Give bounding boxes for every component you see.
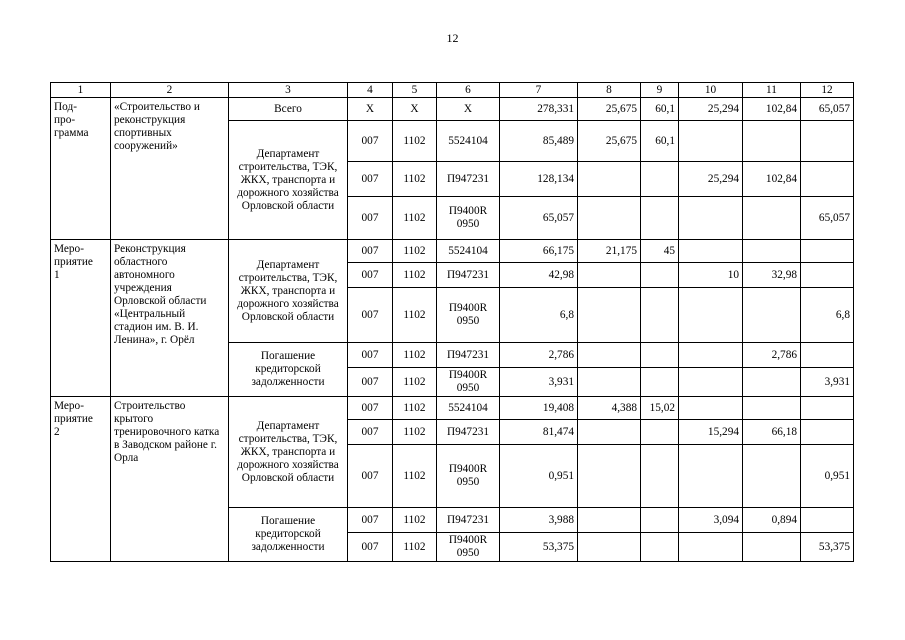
- cell-col8: [578, 162, 641, 197]
- total-cell: 25,294: [679, 98, 743, 121]
- cell-col8: [578, 508, 641, 533]
- cell-col5: 1102: [393, 263, 437, 288]
- column-header: 4: [348, 83, 393, 98]
- cell-col12: 0,951: [801, 445, 854, 508]
- cell-col10: [679, 368, 743, 397]
- cell-col12: 65,057: [801, 197, 854, 240]
- cell-col4: 007: [348, 533, 393, 562]
- cell-col9: [641, 263, 679, 288]
- cell-col12: 6,8: [801, 288, 854, 343]
- cell-col4: 007: [348, 121, 393, 162]
- cell-col6: П947231: [437, 162, 500, 197]
- cell-col6: 5524104: [437, 397, 500, 420]
- column-header: 2: [111, 83, 229, 98]
- column-header: 10: [679, 83, 743, 98]
- department-name: Департамент строительства, ТЭК, ЖКХ, транспорта и дорожного хозяйства Орловской области: [229, 397, 348, 508]
- cell-col6: П9400R 0950: [437, 197, 500, 240]
- cell-col9: [641, 508, 679, 533]
- cell-col6: П9400R 0950: [437, 533, 500, 562]
- cell-col8: [578, 343, 641, 368]
- cell-col11: [743, 368, 801, 397]
- column-header: 9: [641, 83, 679, 98]
- column-header: 6: [437, 83, 500, 98]
- column-header: 11: [743, 83, 801, 98]
- debt-repayment-label: Погашение кредиторской задолженности: [229, 508, 348, 562]
- total-cell: 65,057: [801, 98, 854, 121]
- table-row: [51, 98, 854, 121]
- cell-col6: П9400R 0950: [437, 368, 500, 397]
- cell-col8: [578, 197, 641, 240]
- cell-col12: [801, 420, 854, 445]
- cell-col10: 15,294: [679, 420, 743, 445]
- cell-col11: 2,786: [743, 343, 801, 368]
- cell-col4: 007: [348, 240, 393, 263]
- total-cell: 60,1: [641, 98, 679, 121]
- cell-col4: 007: [348, 263, 393, 288]
- total-cell: 278,331: [500, 98, 578, 121]
- cell-col9: [641, 197, 679, 240]
- column-header: 8: [578, 83, 641, 98]
- cell-col10: [679, 288, 743, 343]
- cell-col4: 007: [348, 162, 393, 197]
- cell-col8: [578, 420, 641, 445]
- cell-col11: 0,894: [743, 508, 801, 533]
- activity-name: Строительство крытого тренировочного катка в Заводском районе г. Орла: [111, 397, 229, 562]
- cell-col7: 53,375: [500, 533, 578, 562]
- cell-col4: 007: [348, 397, 393, 420]
- cell-col5: 1102: [393, 343, 437, 368]
- cell-col11: [743, 397, 801, 420]
- cell-col6: П947231: [437, 263, 500, 288]
- cell-col12: [801, 121, 854, 162]
- cell-col12: 3,931: [801, 368, 854, 397]
- cell-col10: 10: [679, 263, 743, 288]
- cell-col5: 1102: [393, 121, 437, 162]
- page-number: 12: [446, 31, 459, 45]
- cell-col9: [641, 162, 679, 197]
- cell-col6: П947231: [437, 508, 500, 533]
- cell-col10: [679, 240, 743, 263]
- budget-table: [50, 82, 854, 562]
- column-header: 7: [500, 83, 578, 98]
- activity-name: Реконструкция областного автономного учреждения Орловской области «Центральный стадион им. В. И. Ленина», г. Орёл: [111, 240, 229, 397]
- total-cell: Х: [348, 98, 393, 121]
- cell-col11: 66,18: [743, 420, 801, 445]
- cell-col5: 1102: [393, 240, 437, 263]
- cell-col7: 19,408: [500, 397, 578, 420]
- cell-col10: [679, 343, 743, 368]
- cell-col11: [743, 197, 801, 240]
- debt-repayment-label: Погашение кредиторской задолженности: [229, 343, 348, 397]
- cell-col8: [578, 533, 641, 562]
- cell-col10: 25,294: [679, 162, 743, 197]
- cell-col8: [578, 288, 641, 343]
- row-type-label: Меро- приятие 2: [51, 397, 111, 562]
- cell-col12: 53,375: [801, 533, 854, 562]
- cell-col5: 1102: [393, 533, 437, 562]
- cell-col8: 21,175: [578, 240, 641, 263]
- cell-col8: [578, 445, 641, 508]
- department-name: Департамент строительства, ТЭК, ЖКХ, транспорта и дорожного хозяйства Орловской области: [229, 121, 348, 240]
- cell-col9: [641, 368, 679, 397]
- cell-col5: 1102: [393, 508, 437, 533]
- total-cell: 25,675: [578, 98, 641, 121]
- cell-col12: [801, 263, 854, 288]
- program-name: «Строительство и реконструкция спортивных сооружений»: [111, 98, 229, 240]
- cell-col9: [641, 533, 679, 562]
- cell-col8: [578, 263, 641, 288]
- cell-col5: 1102: [393, 288, 437, 343]
- total-cell: Х: [437, 98, 500, 121]
- row-type-label: Меро- приятие 1: [51, 240, 111, 397]
- cell-col4: 007: [348, 445, 393, 508]
- cell-col11: 102,84: [743, 162, 801, 197]
- cell-col4: 007: [348, 288, 393, 343]
- cell-col6: 5524104: [437, 240, 500, 263]
- cell-col7: 81,474: [500, 420, 578, 445]
- column-header: 5: [393, 83, 437, 98]
- cell-col12: [801, 397, 854, 420]
- cell-col6: П947231: [437, 343, 500, 368]
- cell-col7: 6,8: [500, 288, 578, 343]
- cell-col8: 25,675: [578, 121, 641, 162]
- cell-col11: [743, 121, 801, 162]
- cell-col11: [743, 533, 801, 562]
- cell-col12: [801, 162, 854, 197]
- cell-col5: 1102: [393, 162, 437, 197]
- table-row: [51, 397, 854, 420]
- cell-col4: 007: [348, 343, 393, 368]
- cell-col9: [641, 343, 679, 368]
- cell-col11: 32,98: [743, 263, 801, 288]
- cell-col6: 5524104: [437, 121, 500, 162]
- cell-col9: 45: [641, 240, 679, 263]
- cell-col7: 3,988: [500, 508, 578, 533]
- cell-col10: [679, 397, 743, 420]
- cell-col12: [801, 343, 854, 368]
- cell-col10: [679, 121, 743, 162]
- cell-col4: 007: [348, 508, 393, 533]
- cell-col7: 2,786: [500, 343, 578, 368]
- total-label: Всего: [229, 98, 348, 121]
- cell-col9: [641, 420, 679, 445]
- cell-col10: 3,094: [679, 508, 743, 533]
- cell-col8: [578, 368, 641, 397]
- cell-col11: [743, 288, 801, 343]
- cell-col9: [641, 288, 679, 343]
- cell-col12: [801, 240, 854, 263]
- cell-col5: 1102: [393, 397, 437, 420]
- cell-col7: 85,489: [500, 121, 578, 162]
- cell-col10: [679, 445, 743, 508]
- cell-col4: 007: [348, 197, 393, 240]
- cell-col4: 007: [348, 420, 393, 445]
- cell-col7: 65,057: [500, 197, 578, 240]
- cell-col7: 66,175: [500, 240, 578, 263]
- cell-col6: П947231: [437, 420, 500, 445]
- total-cell: 102,84: [743, 98, 801, 121]
- cell-col7: 128,134: [500, 162, 578, 197]
- cell-col11: [743, 445, 801, 508]
- cell-col6: П9400R 0950: [437, 288, 500, 343]
- cell-col5: 1102: [393, 197, 437, 240]
- cell-col7: 0,951: [500, 445, 578, 508]
- cell-col9: 60,1: [641, 121, 679, 162]
- cell-col5: 1102: [393, 445, 437, 508]
- cell-col5: 1102: [393, 368, 437, 397]
- cell-col5: 1102: [393, 420, 437, 445]
- cell-col8: 4,388: [578, 397, 641, 420]
- cell-col4: 007: [348, 368, 393, 397]
- cell-col11: [743, 240, 801, 263]
- cell-col10: [679, 533, 743, 562]
- cell-col9: 15,02: [641, 397, 679, 420]
- cell-col7: 3,931: [500, 368, 578, 397]
- column-header: 3: [229, 83, 348, 98]
- cell-col9: [641, 445, 679, 508]
- cell-col10: [679, 197, 743, 240]
- total-cell: Х: [393, 98, 437, 121]
- column-header: 1: [51, 83, 111, 98]
- cell-col6: П9400R 0950: [437, 445, 500, 508]
- header-row: [51, 83, 854, 98]
- table-row: [51, 240, 854, 263]
- column-header: 12: [801, 83, 854, 98]
- cell-col12: [801, 508, 854, 533]
- row-type-label: Под- про- грамма: [51, 98, 111, 240]
- cell-col7: 42,98: [500, 263, 578, 288]
- department-name: Департамент строительства, ТЭК, ЖКХ, транспорта и дорожного хозяйства Орловской области: [229, 240, 348, 343]
